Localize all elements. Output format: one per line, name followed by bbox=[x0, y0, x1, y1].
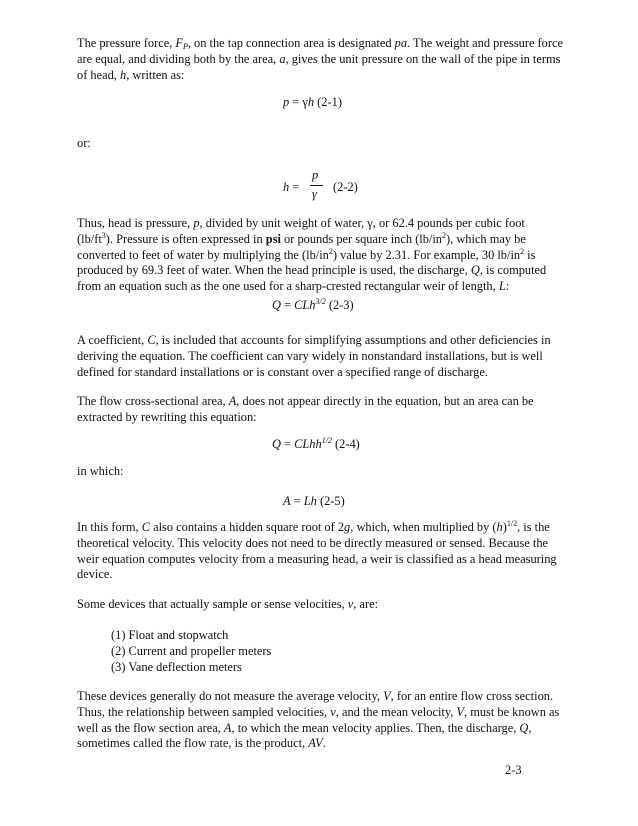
fraction-numerator: p bbox=[312, 168, 319, 182]
equation-2-1: p = γh (2-1) bbox=[283, 95, 342, 109]
paragraph-average-velocity: These devices generally do not measure the average velocity, V, for an entire flow cross section. Thus, the relationship between sampled velocities, v, and the mean velocity, V, must be known as well as the flow section area, A, to which the mean velocity applies. Then, the discharge, Q, sometimes called the flow rate, is the product, AV. bbox=[77, 689, 563, 751]
paragraph-head-is-pressure: Thus, head is pressure, p, divided by unit weight of water, γ, or 62.4 pounds per cubic foot $(lb/ft^3)$. Pressure is often expressed in psi or pounds per square inch $(lb/in^2)$, which may be converted to feet of water by multiplying the $(lb/in^2)$ value by 2.31. For example, 30 $lb/in^2$ is produced by 69.3 feet of water. When the head principle is used, the discharge, Q, is computed from an equation such as the one used for a sharp-crested rectangular weir of length, L: bbox=[77, 216, 550, 294]
equation-2-5: A = Lh (2-5) bbox=[283, 494, 345, 508]
page-number: 2-3 bbox=[505, 763, 522, 777]
paragraph-coefficient: A coefficient, C, is included that accounts for simplifying assumptions and other deficiencies in deriving the equation. The coefficient can vary widely in nonstandard installations, but is well defined for standard installations or is constant over a specified range of discharge. bbox=[77, 333, 554, 379]
list-item: (3) Vane deflection meters bbox=[111, 659, 242, 674]
fraction-denominator: γ bbox=[312, 187, 317, 201]
paragraph-cross-sectional-area: The flow cross-sectional area, A, does not appear directly in the equation, but an area can be extracted by rewriting this equation: bbox=[77, 394, 537, 424]
paragraph-hidden-square-root: In this form, C also contains a hidden square root of 2g, which, when multiplied by $(h)^{1/2}$, is the theoretical velocity. This velocity does not need to be directly measured or sensed. Because the weir equation computes velocity from a measuring head, a weir is classified as a head measuring device. bbox=[77, 519, 560, 582]
in-which-label: in which: bbox=[77, 464, 124, 478]
list-item: (2) Current and propeller meters bbox=[111, 643, 272, 658]
or-label: or: bbox=[77, 136, 91, 150]
paragraph-pressure-force: The pressure force, $F_P$, on the tap connection area is designated pa. The weight and pressure force are equal, and dividing both by the area, a, gives the unit pressure on the wall of the pipe in terms of head, h, written as: bbox=[77, 36, 567, 82]
fraction-bar bbox=[310, 185, 323, 186]
list-item: (1) Float and stopwatch bbox=[111, 628, 229, 642]
equation-2-2-lhs: h = bbox=[283, 180, 300, 194]
paragraph-velocity-devices: Some devices that actually sample or sense velocities, v, are: bbox=[77, 597, 379, 611]
equation-2-4: Q = CLhh$^{1/2}$ (2-4) bbox=[272, 436, 360, 451]
equation-2-3: Q = CLh$^{3/2}$ (2-3) bbox=[272, 297, 354, 312]
device-list bbox=[111, 628, 271, 675]
equation-2-2-tag: (2-2) bbox=[333, 180, 358, 194]
